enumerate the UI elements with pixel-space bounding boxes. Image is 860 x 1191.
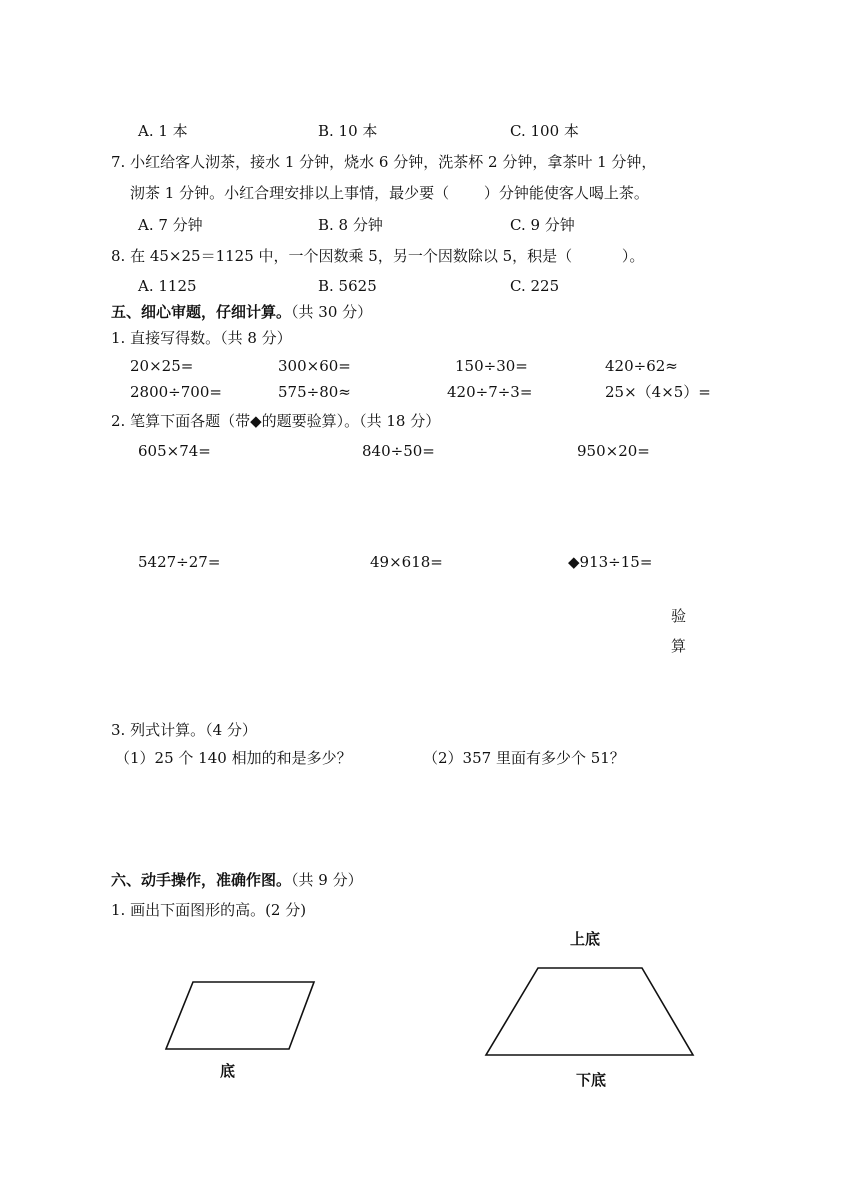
trapezoid-shape (486, 968, 693, 1055)
trapezoid-bottom-base-label: 下底 (576, 1071, 607, 1089)
section6-part1-title: 1. 画出下面图形的高。(2 分) (111, 901, 307, 919)
written-calc-item-verify: ◆913÷15= (568, 553, 653, 571)
section5-part3-title: 3. 列式计算。（4 分） (111, 721, 257, 739)
q7-option-a: A. 7 分钟 (138, 216, 203, 234)
oral-calc-item: 25×（4×5）= (605, 383, 711, 401)
written-calc-item: 5427÷27= (138, 553, 221, 571)
written-calc-item: 605×74= (138, 442, 211, 460)
word-calc-question: （1）25 个 140 相加的和是多少？ (115, 749, 352, 767)
oral-calc-item: 420÷7÷3= (447, 383, 533, 401)
section5-part2-title: 2. 笔算下面各题（带◆的题要验算）。（共 18 分） (111, 412, 441, 430)
written-calc-item: 840÷50= (362, 442, 435, 460)
section6-score: （共 9 分） (291, 871, 363, 889)
q7-option-b: B. 8 分钟 (318, 216, 383, 234)
oral-calc-item: 20×25= (130, 357, 194, 375)
q7-text-line2: 沏茶 1 分钟。小红合理安排以上事情，最少要（ ）分钟能使客人喝上茶。 (130, 184, 649, 202)
q7-option-c: C. 9 分钟 (510, 216, 575, 234)
written-calc-item: 950×20= (577, 442, 650, 460)
q6-option-b: B. 10 本 (318, 122, 378, 140)
q8-option-c: C. 225 (510, 277, 560, 295)
trapezoid-top-base-label: 上底 (570, 930, 601, 948)
oral-calc-item: 2800÷700= (130, 383, 222, 401)
parallelogram-base-label: 底 (220, 1062, 236, 1080)
oral-calc-item: 420÷62≈ (605, 357, 678, 375)
word-calc-question: （2）357 里面有多少个 51？ (423, 749, 625, 767)
written-calc-item: 49×618= (370, 553, 443, 571)
q6-option-c: C. 100 本 (510, 122, 579, 140)
oral-calc-item: 575÷80≈ (278, 383, 351, 401)
q8-text: 8. 在 45×25＝1125 中，一个因数乘 5，另一个因数除以 5，积是（ ）。 (111, 247, 645, 265)
oral-calc-item: 150÷30= (455, 357, 528, 375)
q8-option-b: B. 5625 (318, 277, 377, 295)
section5-title: 五、细心审题，仔细计算。 (111, 303, 292, 321)
section6-title: 六、动手操作，准确作图。 (111, 871, 292, 889)
parallelogram-shape (166, 982, 314, 1049)
verify-label-char2: 算 (671, 637, 687, 655)
section5-score: （共 30 分） (291, 303, 373, 321)
q6-option-a: A. 1 本 (138, 122, 188, 140)
section5-part1-title: 1. 直接写得数。（共 8 分） (111, 329, 292, 347)
verify-label-char1: 验 (671, 607, 687, 625)
oral-calc-item: 300×60= (278, 357, 351, 375)
q8-option-a: A. 1125 (138, 277, 197, 295)
q7-text-line1: 7. 小红给客人沏茶，接水 1 分钟，烧水 6 分钟，洗茶杯 2 分钟，拿茶叶 1 分钟， (111, 153, 657, 171)
